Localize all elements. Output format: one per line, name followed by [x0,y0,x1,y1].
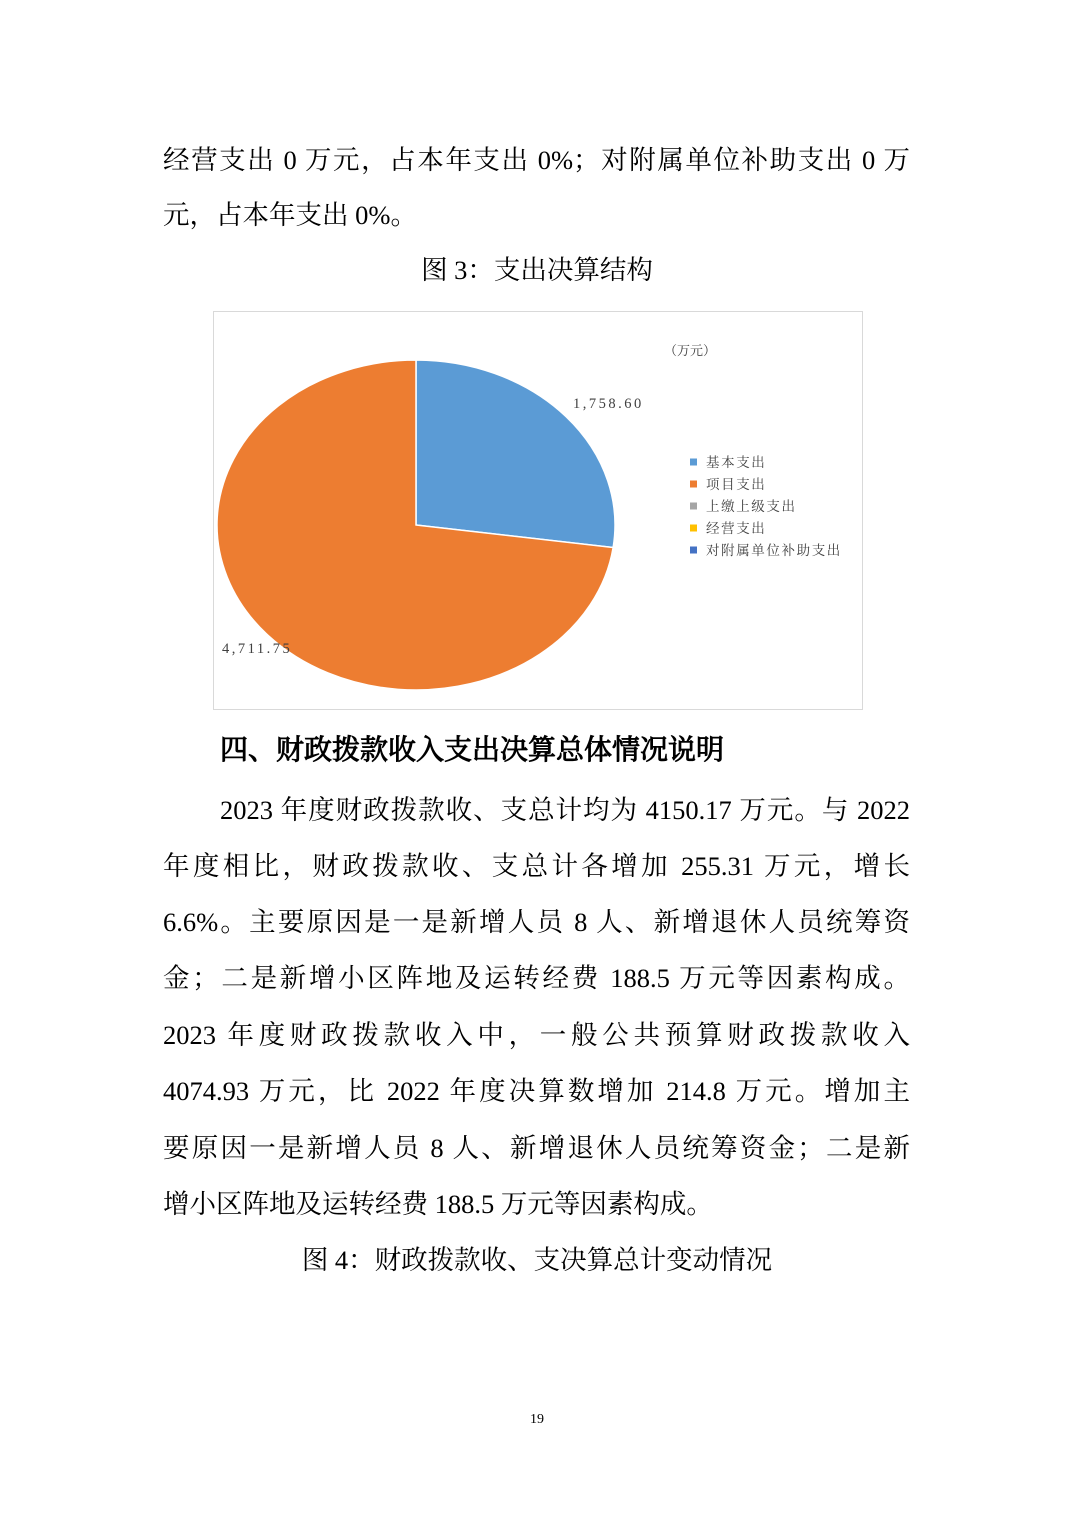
page-number: 19 [530,1412,544,1427]
data-label-basic-expenditure: 1,758.60 [573,396,644,412]
body-text-line: 元，占本年支出 0%。 [163,200,417,230]
body-text-line: 4074.93 万元，比 2022 年度决算数增加 214.8 万元。增加主 [163,1076,910,1106]
legend-label: 经营支出 [706,521,767,536]
body-text-line: 2023 年度财政拨款收、支总计均为 4150.17 万元。与 2022 [220,795,910,825]
legend-swatch-basic-expenditure [690,459,697,466]
legend-item [690,498,797,514]
legend-item [690,542,842,558]
legend-label: 上缴上级支出 [706,499,797,514]
legend-swatch-project-expenditure [690,481,697,488]
expenditure-pie-chart [213,311,863,710]
body-text-line: 6.6%。主要原因是一是新增人员 8 人、新增退休人员统筹资 [163,907,910,937]
legend-label: 对附属单位补助支出 [706,543,842,558]
legend-swatch-subsidy-to-affiliates [690,547,697,554]
body-text-line: 2023 年度财政拨款收入中，一般公共预算财政拨款收入 [163,1020,910,1050]
legend-swatch-operating-expenditure [690,525,697,532]
body-text-line: 要原因一是新增人员 8 人、新增退休人员统筹资金；二是新 [163,1133,910,1163]
legend-label: 项目支出 [706,477,767,492]
figure-caption: 图 4：财政拨款收、支决算总计变动情况 [301,1245,773,1275]
body-text-line: 金；二是新增小区阵地及运转经费 188.5 万元等因素构成。 [163,963,910,993]
body-text-line: 经营支出 0 万元，占本年支出 0%；对附属单位补助支出 0 万 [163,145,910,175]
body-text-line: 年度相比，财政拨款收、支总计各增加 255.31 万元，增长 [163,851,910,881]
legend-label: 基本支出 [706,455,767,470]
chart-unit-label: （万元） [663,343,717,358]
figure-caption: 图 3：支出决算结构 [421,255,653,285]
body-text-line: 增小区阵地及运转经费 188.5 万元等因素构成。 [163,1189,713,1219]
section-heading: 四、财政拨款收入支出决算总体情况说明 [220,733,725,766]
legend-swatch-remittance-to-superior [690,503,697,510]
data-label-project-expenditure: 4,711.75 [222,641,293,657]
